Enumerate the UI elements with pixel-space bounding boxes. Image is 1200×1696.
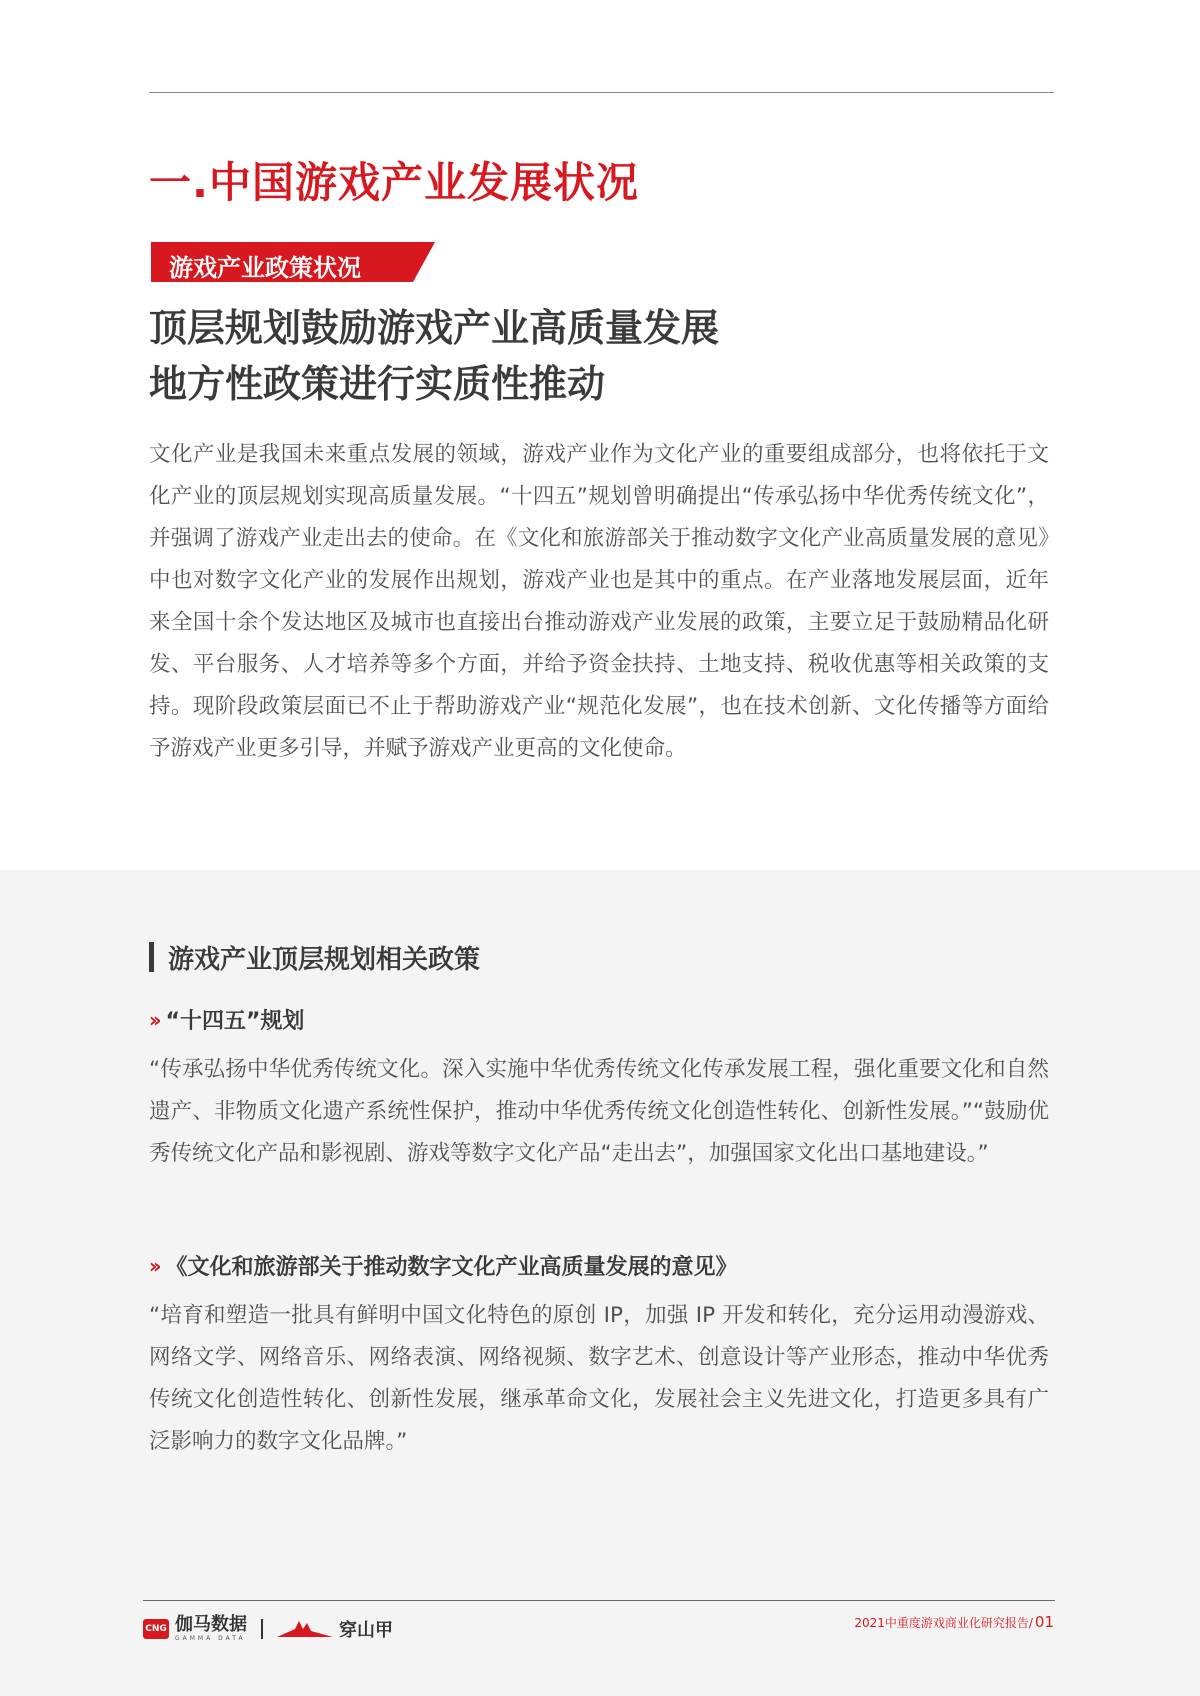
footer-report-title <box>854 1612 1054 1632</box>
gamma-data-name: 伽马数据 <box>175 1614 247 1635</box>
footer-logos <box>143 1612 393 1646</box>
policy-item-body: “传承弘扬中华优秀传统文化。深入实施中华优秀传统文化传承发展工程，强化重要文化和自然遗产、非物质文化遗产系统性保护，推动中华优秀传统文化创造性转化、创新性发展。”“鼓励优秀传统文化产品和影视剧、游戏等数字文化产品“走出去”，加强国家文化出口基地建设。” <box>149 1057 1049 1166</box>
panel-heading <box>149 940 480 974</box>
headline <box>149 300 719 412</box>
policy-item-title-text: 《文化和旅游部关于推动数字文化产业高质量发展的意见》 <box>165 1255 738 1280</box>
panel-heading-text: 游戏产业顶层规划相关政策 <box>168 944 481 975</box>
headline-line-2: 地方性政策进行实质性推动 <box>149 362 606 406</box>
policy-item-title <box>149 1004 1049 1035</box>
policy-item <box>149 1250 1049 1463</box>
chapter-title: 一.中国游戏产业发展状况 <box>149 158 639 207</box>
double-chevron-icon: ›› <box>149 1253 158 1278</box>
headline-line-1: 顶层规划鼓励游戏产业高质量发展 <box>149 306 720 350</box>
report-title: 2021中重度游戏商业化研究报告/ <box>854 1615 1033 1630</box>
top-divider <box>149 92 1054 93</box>
policy-item-title-text: “十四五”规划 <box>165 1009 305 1034</box>
policy-item <box>149 1004 1049 1175</box>
policy-item-body: “培育和塑造一批具有鲜明中国文化特色的原创 IP，加强 IP 开发和转化，充分运用动漫游戏、网络文学、网络音乐、网络表演、网络视频、数字艺术、创意设计等产业形态，推动中华优秀传统文化创造性转化、创新性发展，继承革命文化，发展社会主义先进文化，打造更多具有广泛影响力的数字文化品牌。” <box>149 1303 1049 1454</box>
policy-item-title <box>149 1250 1049 1281</box>
section-tag-label: 游戏产业政策状况 <box>169 254 361 282</box>
heading-bar <box>149 942 154 972</box>
gamma-data-logo <box>175 1615 247 1643</box>
double-chevron-icon: ›› <box>149 1007 158 1032</box>
page-number: 01 <box>1034 1613 1054 1631</box>
gamma-data-en: GAMMA DATA <box>175 1635 246 1642</box>
logo-separator <box>261 1619 263 1639</box>
gamma-data-logo-icon: CNG <box>143 1619 169 1639</box>
pangle-name: 穿山甲 <box>339 1620 393 1641</box>
section-tag <box>151 242 435 282</box>
footer-divider <box>143 1600 1055 1601</box>
intro-paragraph: 文化产业是我国未来重点发展的领域，游戏产业作为文化产业的重要组成部分，也将依托于文化产业的顶层规划实现高质量发展。“十四五”规划曾明确提出“传承弘扬中华优秀传统文化”，并强调了游戏产业走出去的使命。在《文化和旅游部关于推动数字文化产业高质量发展的意见》中也对数字文化产业的发展作出规划，游戏产业也是其中的重点。在产业落地发展层面，近年来全国十余个发达地区及城市也直接出台推动游戏产业发展的政策，主要立足于鼓励精品化研发、平台服务、人才培养等多个方面，并给予资金扶持、土地支持、税收优惠等相关政策的支持。现阶段政策层面已不止于帮助游戏产业“规范化发展”，也在技术创新、文化传播等方面给予游戏产业更多引导，并赋予游戏产业更高的文化使命。 <box>149 442 1049 761</box>
pangle-logo-icon <box>277 1619 333 1639</box>
